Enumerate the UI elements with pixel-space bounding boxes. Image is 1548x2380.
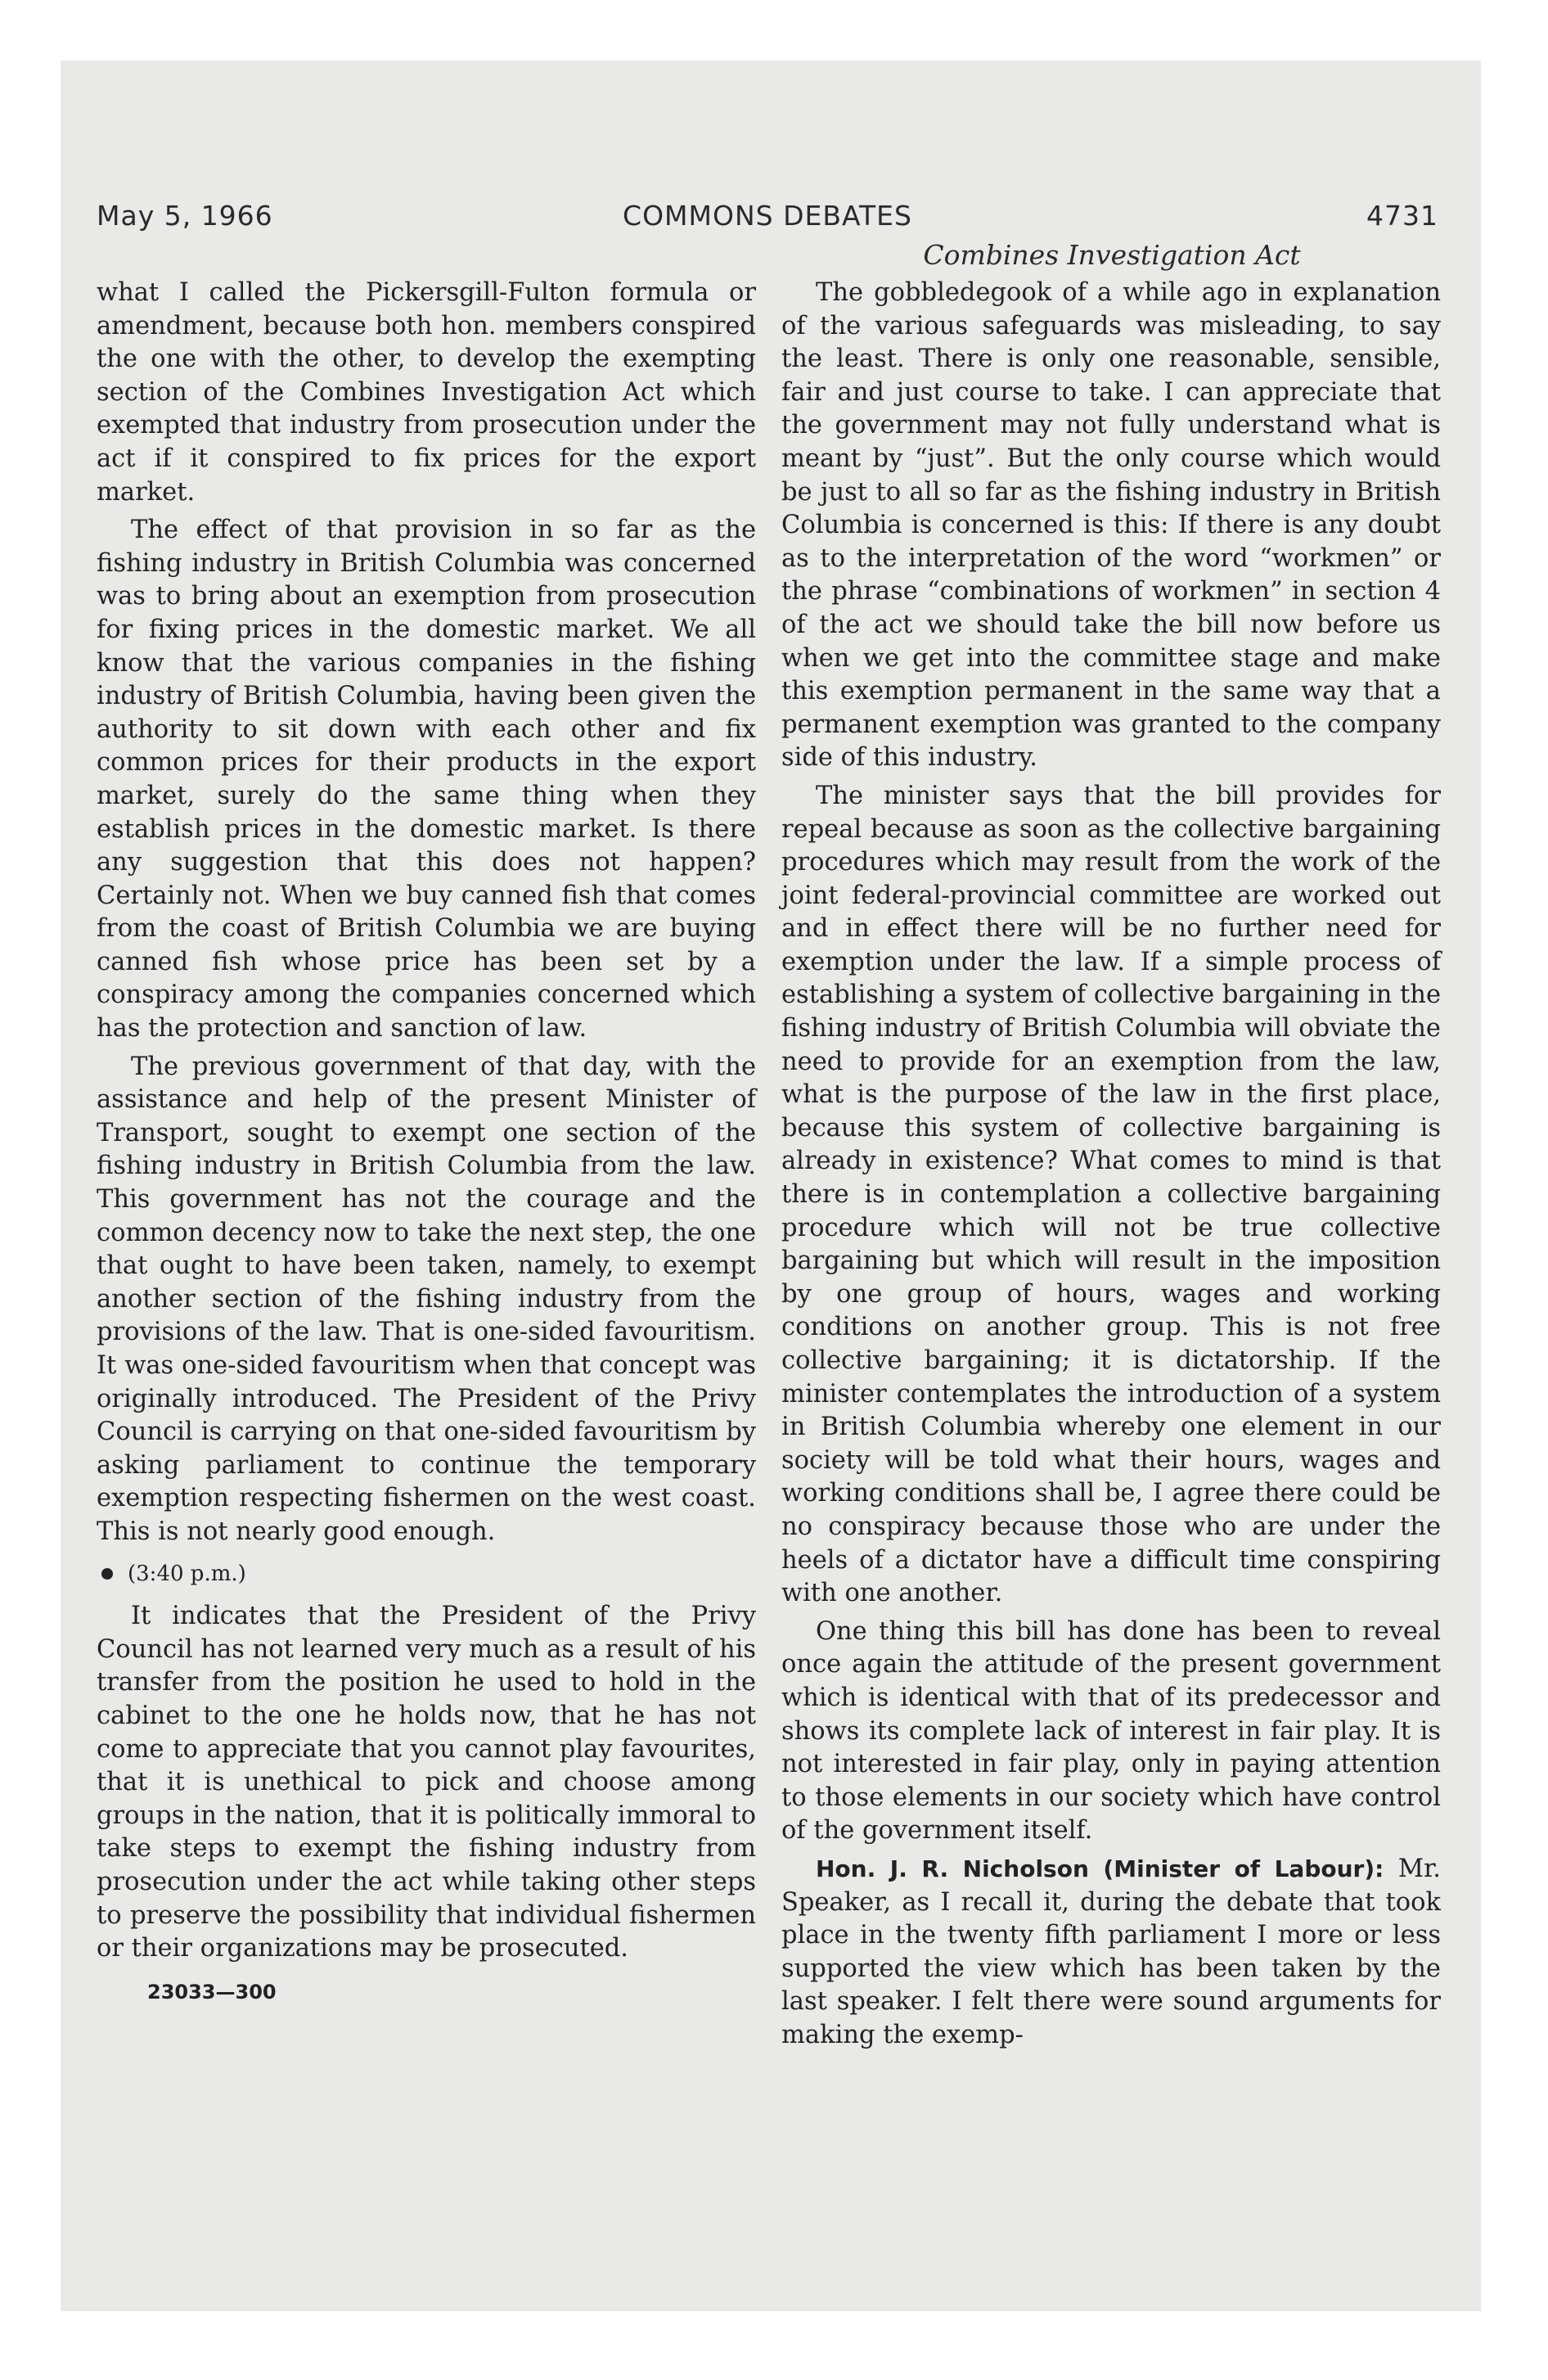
page-header [97,200,1438,241]
paragraph: The gobbledegook of a while ago in explanation of the various safeguards was misleading, to say the least. There is only one reasonable, sensible, fair and just course to take. I can appreciate that the government may not fully understand what is meant by “just”. But the only course which would be just to all so far as the fishing industry in British Columbia is concerned is this: If there is any doubt as to the interpretation of the word “workmen” or the phrase “combinations of workmen” in section 4 of the act we should take the bill now before us when we get into the committee stage and make this exemption permanent in the same way that a permanent exemption was granted to the company side of this industry. [781,278,1441,773]
paragraph: The minister says that the bill provides for repeal because as soon as the collective bargaining procedures which may result from the work of the joint federal-provincial committee are worked out and in effect there will be no further need for exemption under the law. If a simple process of establishing a system of collective bargaining in the fishing industry of British Columbia will obviate the need to provide for an exemption from the law, what is the purpose of the law in the first place, because this system of collective bargaining is already in existence? What comes to mind is that there is in contemplation a collective bargaining procedure which will not be true collective bargaining but which will result in the imposition by one group of hours, wages and working conditions on another group. This is not free collective bargaining; it is dictatorship. If the minister contemplates the introduction of a system in British Columbia whereby one element in our society will be told what their hours, wages and working conditions shall be, I agree there could be no conspiracy because those who are under the heels of a dictator have a difficult time conspiring with one another. [781,781,1441,1608]
timestamp [97,1557,756,1591]
footer-code: 23033—300 [147,1980,277,2004]
page-number: 4731 [1366,200,1438,232]
header-title: COMMONS DEBATES [623,200,912,232]
speaker-text: Mr. Speaker, as I recall it, during the debate that took place in the twenty fifth parliament I more or less supported the view which has been taken by the last speaker. I felt there were sound arguments for making the exemp- [781,1854,1441,2049]
paragraph: what I called the Pickersgill-Fulton formula or amendment, because both hon. members conspired the one with the other, to develop the exempting section of the Combines Investigation Act which exempted that industry from prosecution under the act if it conspired to fix prices for the export market. [97,278,756,507]
right-column [781,277,1441,2057]
left-column [97,277,756,2008]
speaker-name: Hon. J. R. Nicholson (Minister of Labour): [816,1855,1384,1882]
paragraph: One thing this bill has done has been to reveal once again the attitude of the present government which is identical with that of its predecessor and shows its complete lack of interest in fair play. It is not interested in fair play, only in paying attention to those elements in our society which have control of the government itself. [781,1616,1441,1846]
speaker-paragraph [781,1853,1441,2053]
header-subtitle: Combines Investigation Act [923,239,1301,271]
paragraph: The effect of that provision in so far as the fishing industry in British Columbia was concerned was to bring about an exemption from prosecution for fixing prices in the domestic market. We all know that the various companies in the fishing industry of British Columbia, having been given the authority to sit down with each other and fix common prices for their products in the export market, surely do the same thing when they establish prices in the domestic market. Is there any suggestion that this does not happen? Certainly not. When we buy canned fish that comes from the coast of British Columbia we are buying canned fish whose price has been set by a conspiracy among the companies concerned which has the protection and sanction of law. [97,516,756,1044]
timestamp-text: (3:40 p.m.) [128,1561,246,1586]
paragraph: The previous government of that day, with the assistance and help of the present Minister of Transport, sought to exempt one section of the fishing industry in British Columbia from the law. This government has not the courage and the common decency now to take the next step, the one that ought to have been taken, namely, to exempt another section of the fishing industry from the provisions of the law. That is one-sided favouritism. It was one-sided favouritism when that concept was originally introduced. The President of the Privy Council is carrying on that one-sided favouritism by asking parliament to continue the temporary exemption respecting fishermen on the west coast. This is not nearly good enough. [97,1052,756,1546]
header-date: May 5, 1966 [97,200,273,232]
paragraph: It indicates that the President of the Privy Council has not learned very much as a result of his transfer from the position he used to hold in the cabinet to the one he holds now, that he has not come to appreciate that you cannot play favourites, that it is unethical to pick and choose among groups in the nation, that it is politically immoral to take steps to exempt the fishing industry from prosecution under the act while taking other steps to preserve the possibility that individual fishermen or their organizations may be prosecuted. [97,1602,756,1963]
bullet-icon [101,1568,113,1580]
